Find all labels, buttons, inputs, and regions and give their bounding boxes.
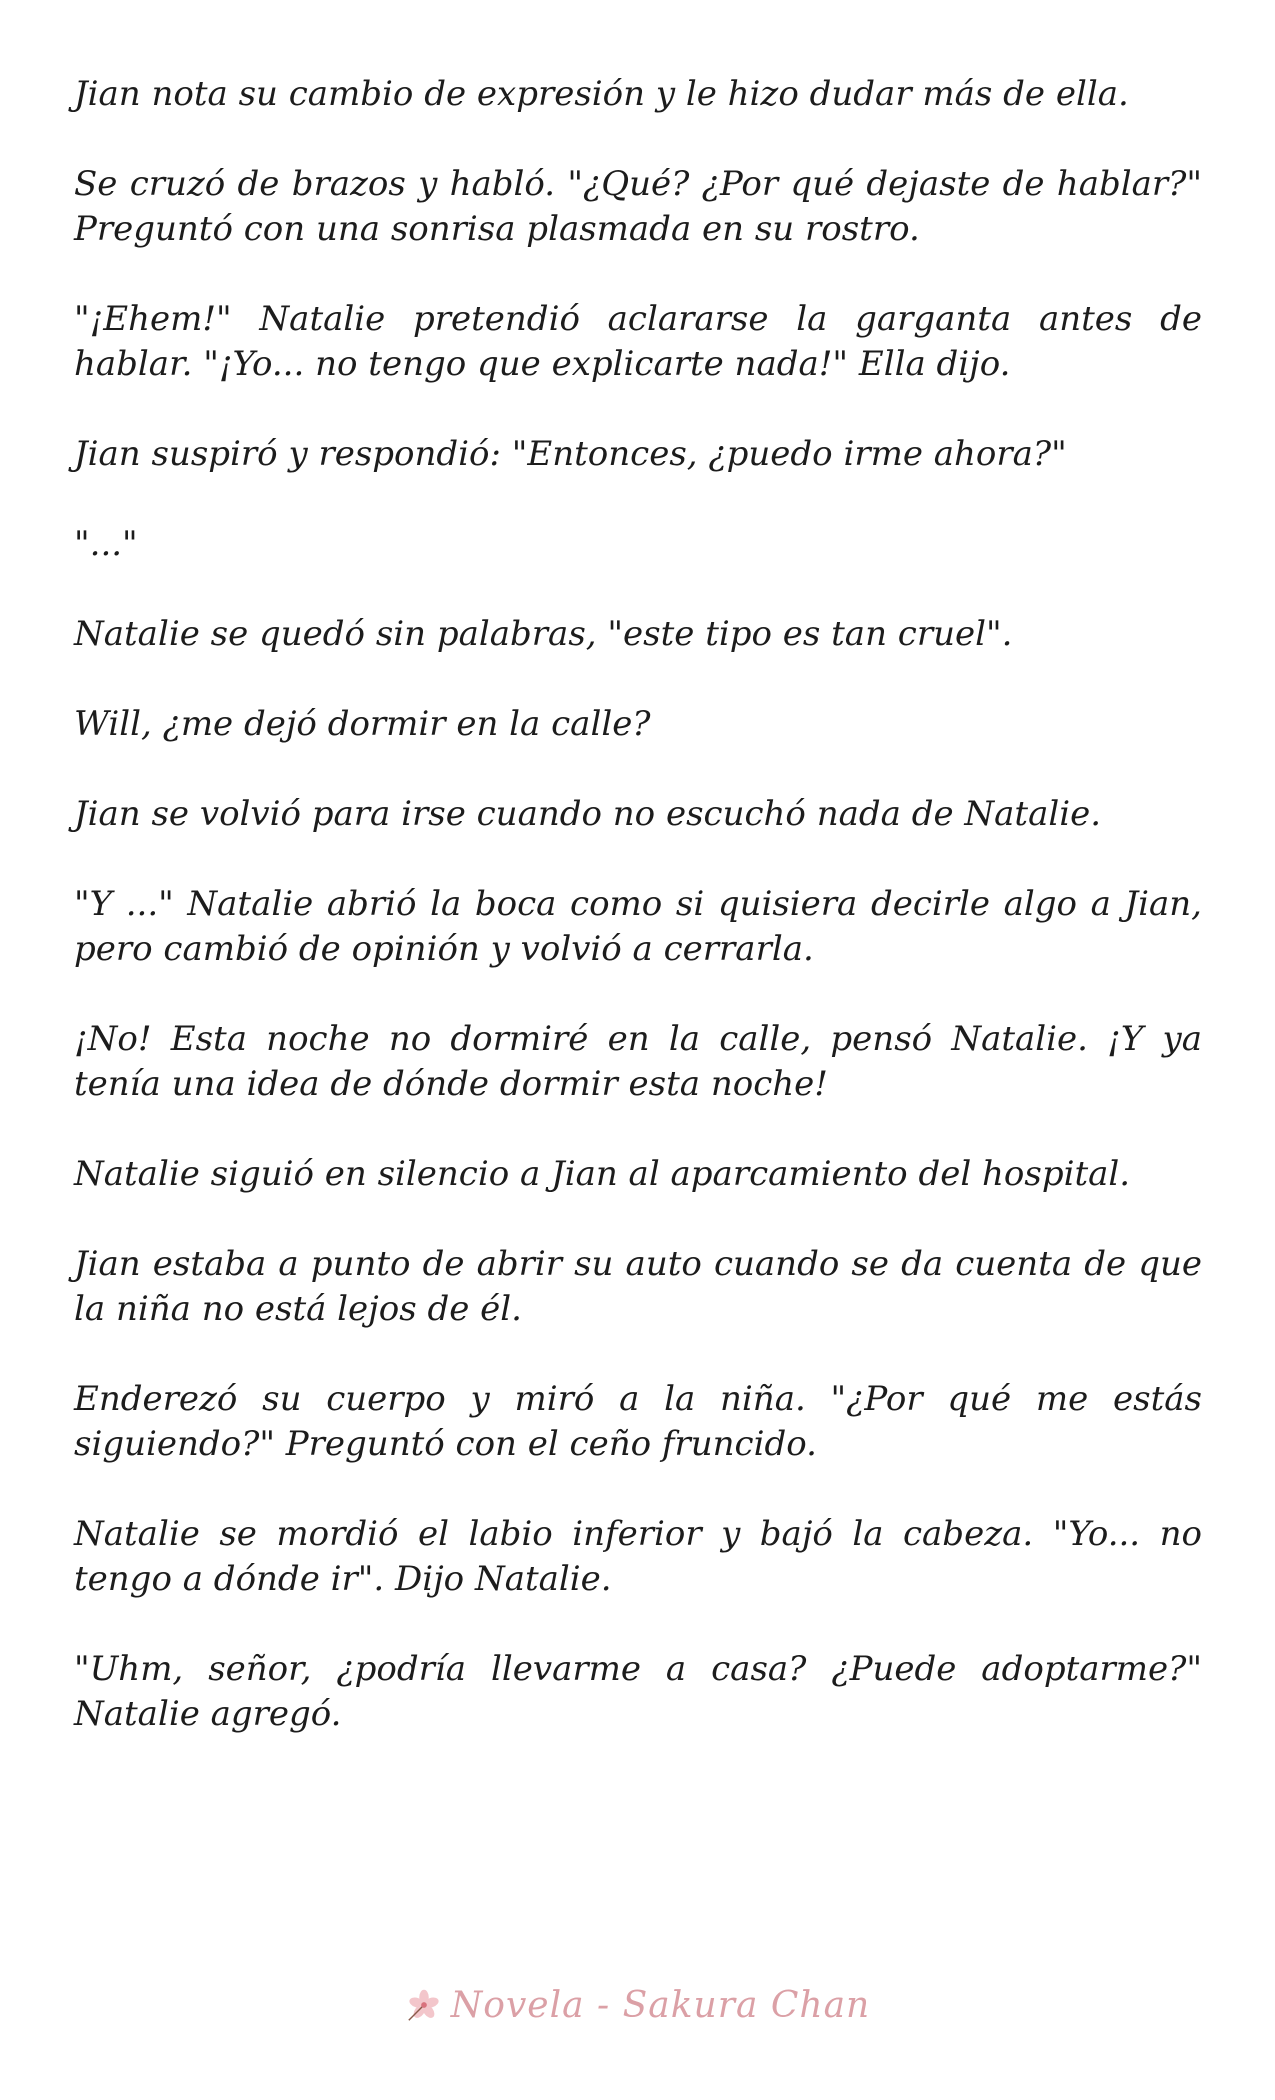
paragraph: Natalie se mordió el labio inferior y bajó la cabeza. "Yo... no tengo a dónde ir". Dijo Natalie. [74, 1514, 1202, 1599]
chapter-text [74, 72, 1202, 1782]
paragraph: Jian nota su cambio de expresión y le hizo dudar más de ella. [74, 74, 1129, 114]
paragraph: Jian suspiró y respondió: "Entonces, ¿puedo irme ahora?" [74, 434, 1067, 474]
paragraph: Jian estaba a punto de abrir su auto cuando se da cuenta de que la niña no está lejos de él. [74, 1244, 1202, 1329]
paragraph: Enderezó su cuerpo y miró a la niña. "¿Por qué me estás siguiendo?" Preguntó con el ceño fruncido. [74, 1379, 1202, 1464]
paragraph: Natalie siguió en silencio a Jian al aparcamiento del hospital. [74, 1154, 1131, 1194]
footer-watermark [0, 1975, 1275, 2035]
paragraph: Will, ¿me dejó dormir en la calle? [74, 704, 651, 744]
paragraph: Se cruzó de brazos y habló. "¿Qué? ¿Por qué dejaste de hablar?" Preguntó con una sonrisa plasmada en su rostro. [74, 164, 1202, 249]
paragraph: "¡Ehem!" Natalie pretendió aclararse la garganta antes de hablar. "¡Yo... no tengo que explicarte nada!" Ella dijo. [74, 299, 1202, 384]
paragraph: Jian se volvió para irse cuando no escuchó nada de Natalie. [74, 794, 1102, 834]
sakura-blossom-icon [405, 1986, 443, 2024]
paragraph: Natalie se quedó sin palabras, "este tipo es tan cruel". [74, 614, 1013, 654]
paragraph: "Uhm, señor, ¿podría llevarme a casa? ¿Puede adoptarme?" Natalie agregó. [74, 1649, 1202, 1734]
watermark-text: Novela - Sakura Chan [450, 1984, 871, 2026]
watermark [405, 1985, 870, 2026]
paragraph: ¡No! Esta noche no dormiré en la calle, pensó Natalie. ¡Y ya tenía una idea de dónde dormir esta noche! [74, 1019, 1202, 1104]
paragraph: "..." [74, 524, 138, 564]
paragraph: "Y ..." Natalie abrió la boca como si quisiera decirle algo a Jian, pero cambió de opinión y volvió a cerrarla. [74, 884, 1202, 969]
